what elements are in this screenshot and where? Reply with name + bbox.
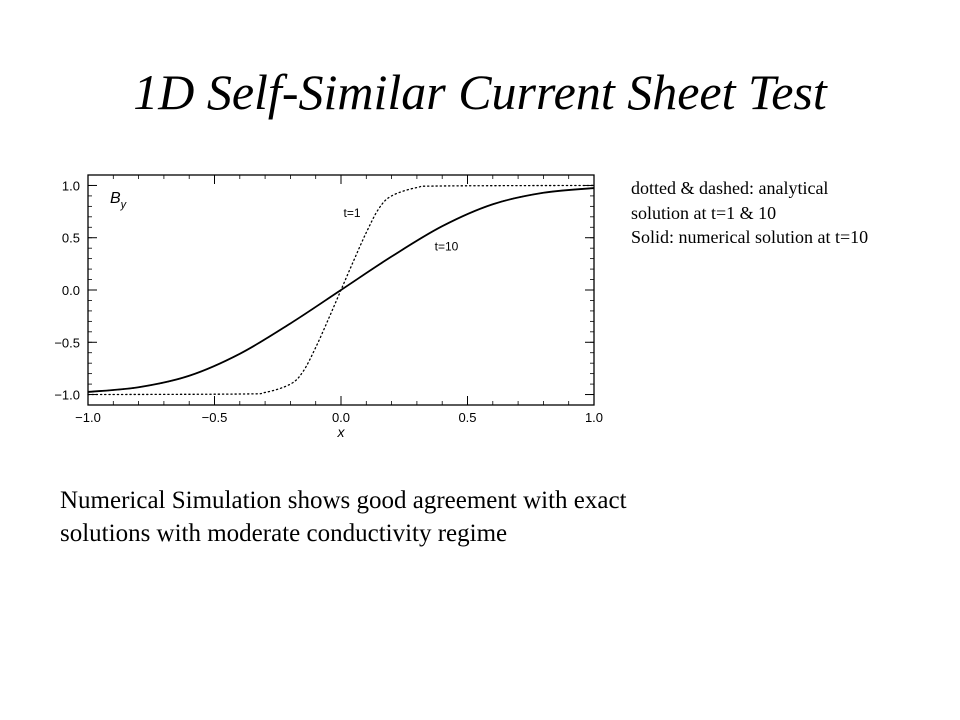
slide-title: 1D Self-Similar Current Sheet Test xyxy=(133,64,827,120)
y-axis-label-main: B xyxy=(110,190,121,207)
legend-note-line: dotted & dashed: analytical xyxy=(631,178,829,198)
y-tick-label: −1.0 xyxy=(54,387,80,403)
y-tick-label: 0.0 xyxy=(61,283,80,298)
x-tick-label: 0.0 xyxy=(331,410,351,425)
x-tick-label: 1.0 xyxy=(584,410,604,425)
series-line-solid xyxy=(88,188,594,392)
y-tick-label: −0.5 xyxy=(54,335,80,351)
chart xyxy=(40,165,620,445)
x-tick-label: −1.0 xyxy=(75,410,101,425)
y-axis-label xyxy=(110,190,128,211)
y-axis-label-sub: y xyxy=(120,199,127,211)
x-axis-label: x xyxy=(337,424,345,440)
curve-annotation: t=1 xyxy=(343,205,361,220)
x-tick-label: 0.5 xyxy=(458,410,477,425)
x-tick-label: −0.5 xyxy=(201,410,228,425)
caption-line: solutions with moderate conductivity regime xyxy=(60,520,508,547)
caption-line: Numerical Simulation shows good agreement with exact xyxy=(60,487,627,514)
y-tick-label: 1.0 xyxy=(61,178,80,194)
y-tick-label: 0.5 xyxy=(61,230,80,246)
legend-note-line: solution at t=1 & 10 xyxy=(631,202,777,223)
legend-note-line: Solid: numerical solution at t=10 xyxy=(631,227,869,247)
legend-note xyxy=(631,176,868,250)
caption xyxy=(60,484,627,550)
curve-annotation: t=10 xyxy=(434,239,459,254)
